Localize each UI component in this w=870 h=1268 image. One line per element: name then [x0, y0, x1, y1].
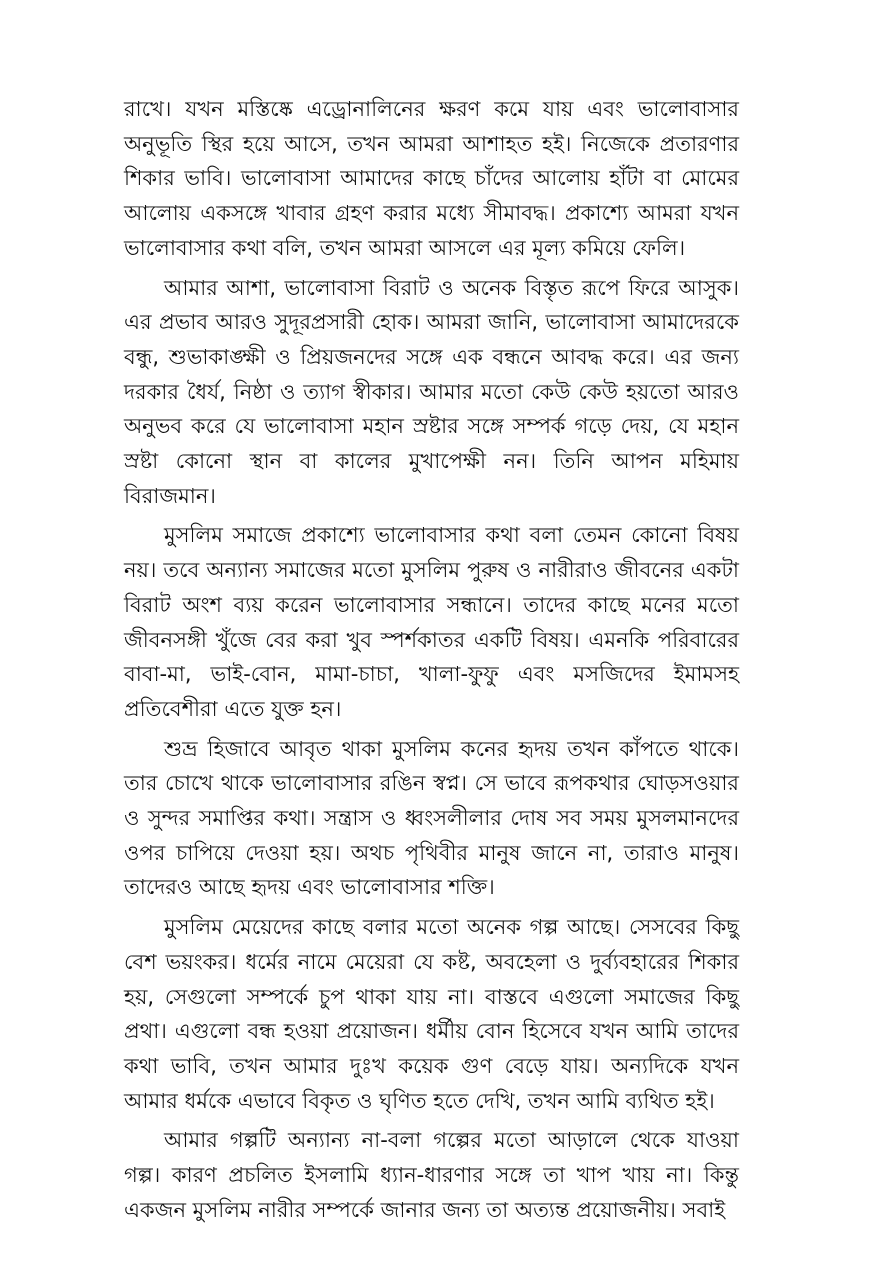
document-page [124, 92, 739, 1228]
paragraph-4: শুভ্র হিজাবে আবৃত থাকা মুসলিম কনের হৃদয় তখন কাঁপতে থাকে। তার চোখে থাকে ভালোবাসার রঙিন স্বপ্ন। সে ভাবে রূপকথার ঘোড়সওয়ার ও সুন্দর সমাপ্তির কথা। সন্ত্রাস ও ধ্বংসলীলার দোষ সব সময় মুসলমানদের ওপর চাপিয়ে দেওয়া হয়। অথচ পৃথিবীর মানুষ জানে না, তারাও মানুষ। তাদেরও আছে হৃদয় এবং ভালোবাসার শক্তি। [124, 736, 739, 900]
paragraph-1: রাখে। যখন মস্তিষ্কে এড্রোনালিনের ক্ষরণ কমে যায় এবং ভালোবাসার অনুভূতি স্থির হয়ে আসে, তখন আমরা আশাহত হই। নিজেকে প্রতারণার শিকার ভাবি। ভালোবাসা আমাদের কাছে চাঁদের আলোয় হাঁটা বা মোমের আলোয় একসঙ্গে খাবার গ্রহণ করার মধ্যে সীমাবদ্ধ। প্রকাশ্যে আমরা যখন ভালোবাসার কথা বলি, তখন আমরা আসলে এর মূল্য কমিয়ে ফেলি। [124, 97, 739, 260]
paragraph-2: আমার আশা, ভালোবাসা বিরাট ও অনেক বিস্তৃত রূপে ফিরে আসুক। এর প্রভাব আরও সুদূরপ্রসারী হোক। আমরা জানি, ভালোবাসা আমাদেরকে বন্ধু, শুভাকাঙ্ক্ষী ও প্রিয়জনদের সঙ্গে এক বন্ধনে আবদ্ধ করে। এর জন্য দরকার ধৈর্য, নিষ্ঠা ও ত্যাগ স্বীকার। আমার মতো কেউ কেউ হয়তো আরও অনুভব করে যে ভালোবাসা মহান স্রষ্টার সঙ্গে সম্পর্ক গড়ে দেয়, যে মহান স্রষ্টা কোনো স্থান বা কালের মুখাপেক্ষী নন। তিনি আপন মহিমায় বিরাজমান। [124, 275, 739, 508]
paragraph-3: মুসলিম সমাজে প্রকাশ্যে ভালোবাসার কথা বলা তেমন কোনো বিষয় নয়। তবে অন্যান্য সমাজের মতো মুসলিম পুরুষ ও নারীরাও জীবনের একটা বিরাট অংশ ব্যয় করেন ভালোবাসার সন্ধানে। তাদের কাছে মনের মতো জীবনসঙ্গী খুঁজে বের করা খুব স্পর্শকাতর একটি বিষয়। এমনকি পরিবারের বাবা-মা, ভাই-বোন, মামা-চাচা, খালা-ফুফু এবং মসজিদের ইমামসহ প্রতিবেশীরা এতে যুক্ত হন। [124, 523, 739, 721]
paragraph-6: আমার গল্পটি অন্যান্য না-বলা গল্পের মতো আড়ালে থেকে যাওয়া গল্প। কারণ প্রচলিত ইসলামি ধ্যান-ধারণার সঙ্গে তা খাপ খায় না। কিন্তু একজন মুসলিম নারীর সম্পর্কে জানার জন্য তা অত্যন্ত প্রয়োজনীয়। সবাই [124, 1128, 739, 1222]
paragraph-5: মুসলিম মেয়েদের কাছে বলার মতো অনেক গল্প আছে। সেসবের কিছু বেশ ভয়ংকর। ধর্মের নামে মেয়েরা যে কষ্ট, অবহেলা ও দুর্ব্যবহারের শিকার হয়, সেগুলো সম্পর্কে চুপ থাকা যায় না। বাস্তবে এগুলো সমাজের কিছু প্রথা। এগুলো বন্ধ হওয়া প্রয়োজন। ধর্মীয় বোন হিসেবে যখন আমি তাদের কথা ভাবি, তখন আমার দুঃখ কয়েক গুণ বেড়ে যায়। অন্যদিকে যখন আমার ধর্মকে এভাবে বিকৃত ও ঘৃণিত হতে দেখি, তখন আমি ব্যথিত হই। [124, 915, 739, 1113]
